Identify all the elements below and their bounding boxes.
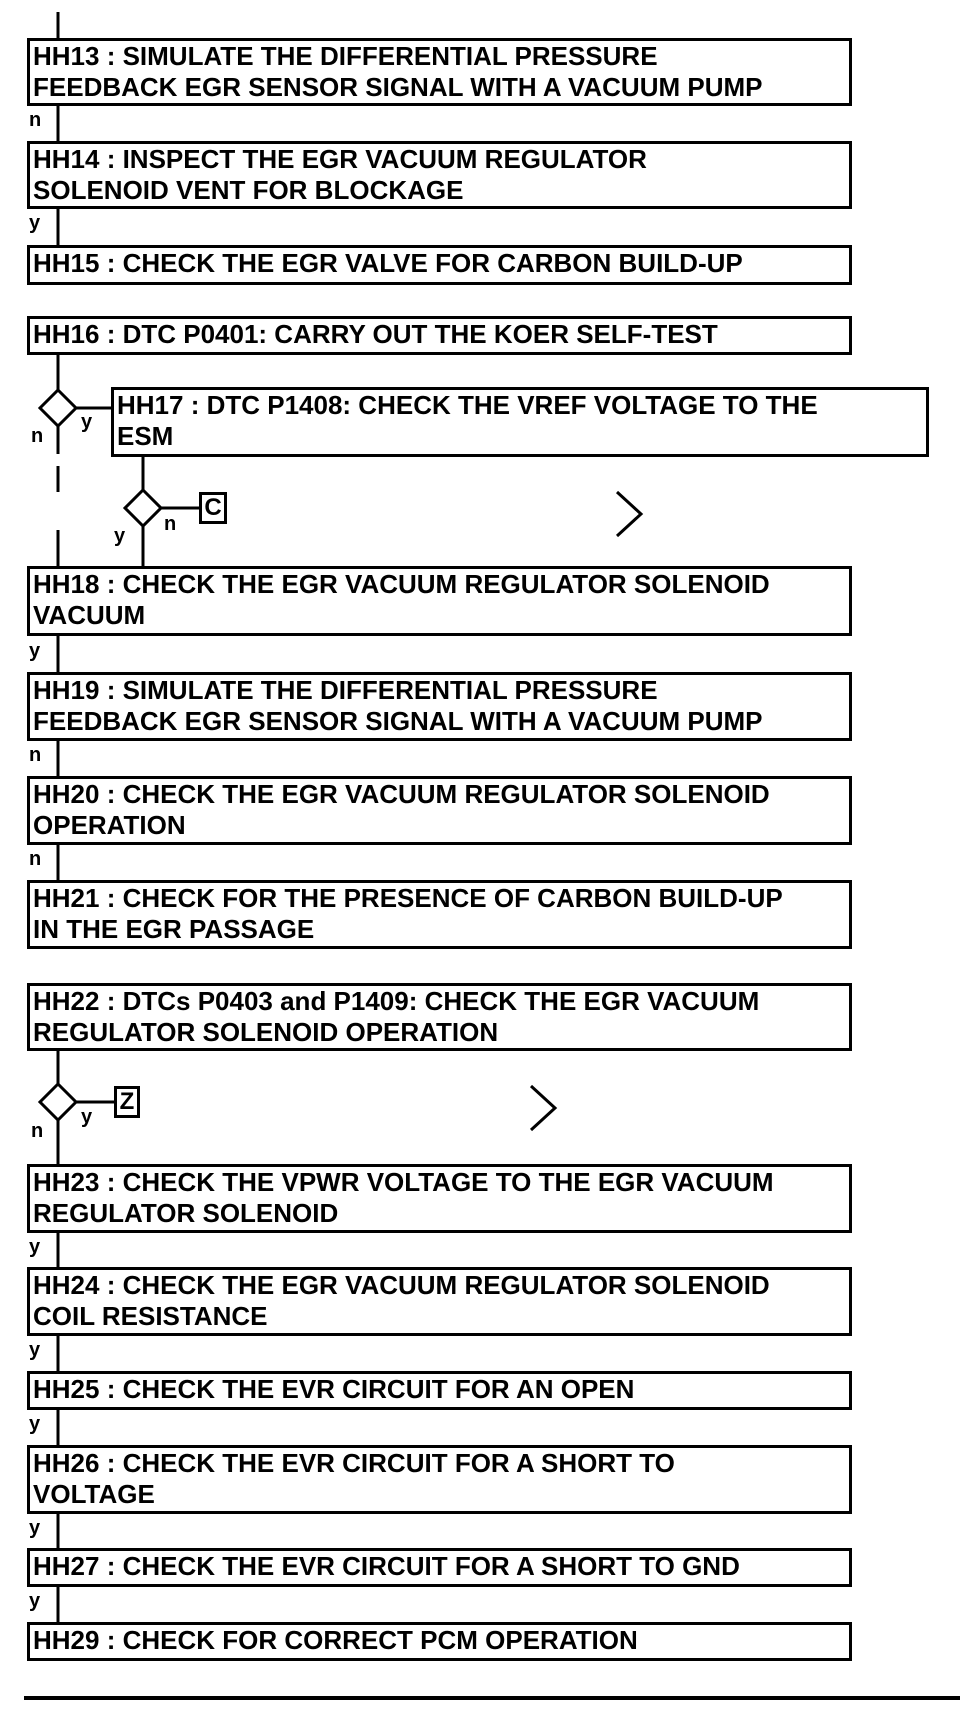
branch-label-n-hh20: n — [29, 848, 42, 870]
step-hh23: HH23 : CHECK THE VPWR VOLTAGE TO THE EGR VACUUM REGULATOR SOLENOID — [27, 1164, 852, 1233]
connector-c: C — [199, 492, 227, 524]
branch-label-y-hh26: y — [29, 1517, 41, 1539]
step-hh18: HH18 : CHECK THE EGR VACUUM REGULATOR SOLENOID VACUUM — [27, 566, 852, 636]
branch-label-n-hh19: n — [29, 744, 42, 766]
branch-label-n-hh13: n — [29, 109, 42, 131]
step-hh20: HH20 : CHECK THE EGR VACUUM REGULATOR SOLENOID OPERATION — [27, 776, 852, 845]
branch-label-y-hh24: y — [29, 1339, 41, 1361]
branch-label-y-hh18: y — [29, 640, 41, 662]
step-hh24: HH24 : CHECK THE EGR VACUUM REGULATOR SOLENOID COIL RESISTANCE — [27, 1267, 852, 1336]
step-hh22: HH22 : DTCs P0403 and P1409: CHECK THE EGR VACUUM REGULATOR SOLENOID OPERATION — [27, 983, 852, 1051]
step-hh27: HH27 : CHECK THE EVR CIRCUIT FOR A SHORT TO GND — [27, 1548, 852, 1587]
branch-label-y-hh27: y — [29, 1590, 41, 1612]
step-hh29: HH29 : CHECK FOR CORRECT PCM OPERATION — [27, 1622, 852, 1661]
step-hh19: HH19 : SIMULATE THE DIFFERENTIAL PRESSURE FEEDBACK EGR SENSOR SIGNAL WITH A VACUUM PUMP — [27, 672, 852, 741]
branch-label-y-hh14: y — [29, 212, 41, 234]
step-hh21: HH21 : CHECK FOR THE PRESENCE OF CARBON BUILD-UP IN THE EGR PASSAGE — [27, 880, 852, 949]
branch-label-n-d3: n — [31, 1120, 44, 1142]
branch-label-n-d2: n — [164, 513, 177, 535]
step-hh17: HH17 : DTC P1408: CHECK THE VREF VOLTAGE TO THE ESM — [111, 387, 929, 457]
step-hh26: HH26 : CHECK THE EVR CIRCUIT FOR A SHORT TO VOLTAGE — [27, 1445, 852, 1514]
branch-label-y-d3: y — [81, 1106, 93, 1128]
connector-z: Z — [114, 1086, 140, 1118]
step-hh13: HH13 : SIMULATE THE DIFFERENTIAL PRESSURE FEEDBACK EGR SENSOR SIGNAL WITH A VACUUM PUMP — [27, 38, 852, 106]
branch-label-y-hh25: y — [29, 1413, 41, 1435]
step-hh25: HH25 : CHECK THE EVR CIRCUIT FOR AN OPEN — [27, 1371, 852, 1410]
step-hh16: HH16 : DTC P0401: CARRY OUT THE KOER SELF-TEST — [27, 316, 852, 355]
branch-label-y-hh23: y — [29, 1236, 41, 1258]
step-hh15: HH15 : CHECK THE EGR VALVE FOR CARBON BUILD-UP — [27, 245, 852, 285]
branch-label-n-d1: n — [31, 425, 44, 447]
branch-label-y-d1: y — [81, 411, 93, 433]
step-hh14: HH14 : INSPECT THE EGR VACUUM REGULATOR SOLENOID VENT FOR BLOCKAGE — [27, 141, 852, 209]
branch-label-y-d2: y — [114, 525, 126, 547]
